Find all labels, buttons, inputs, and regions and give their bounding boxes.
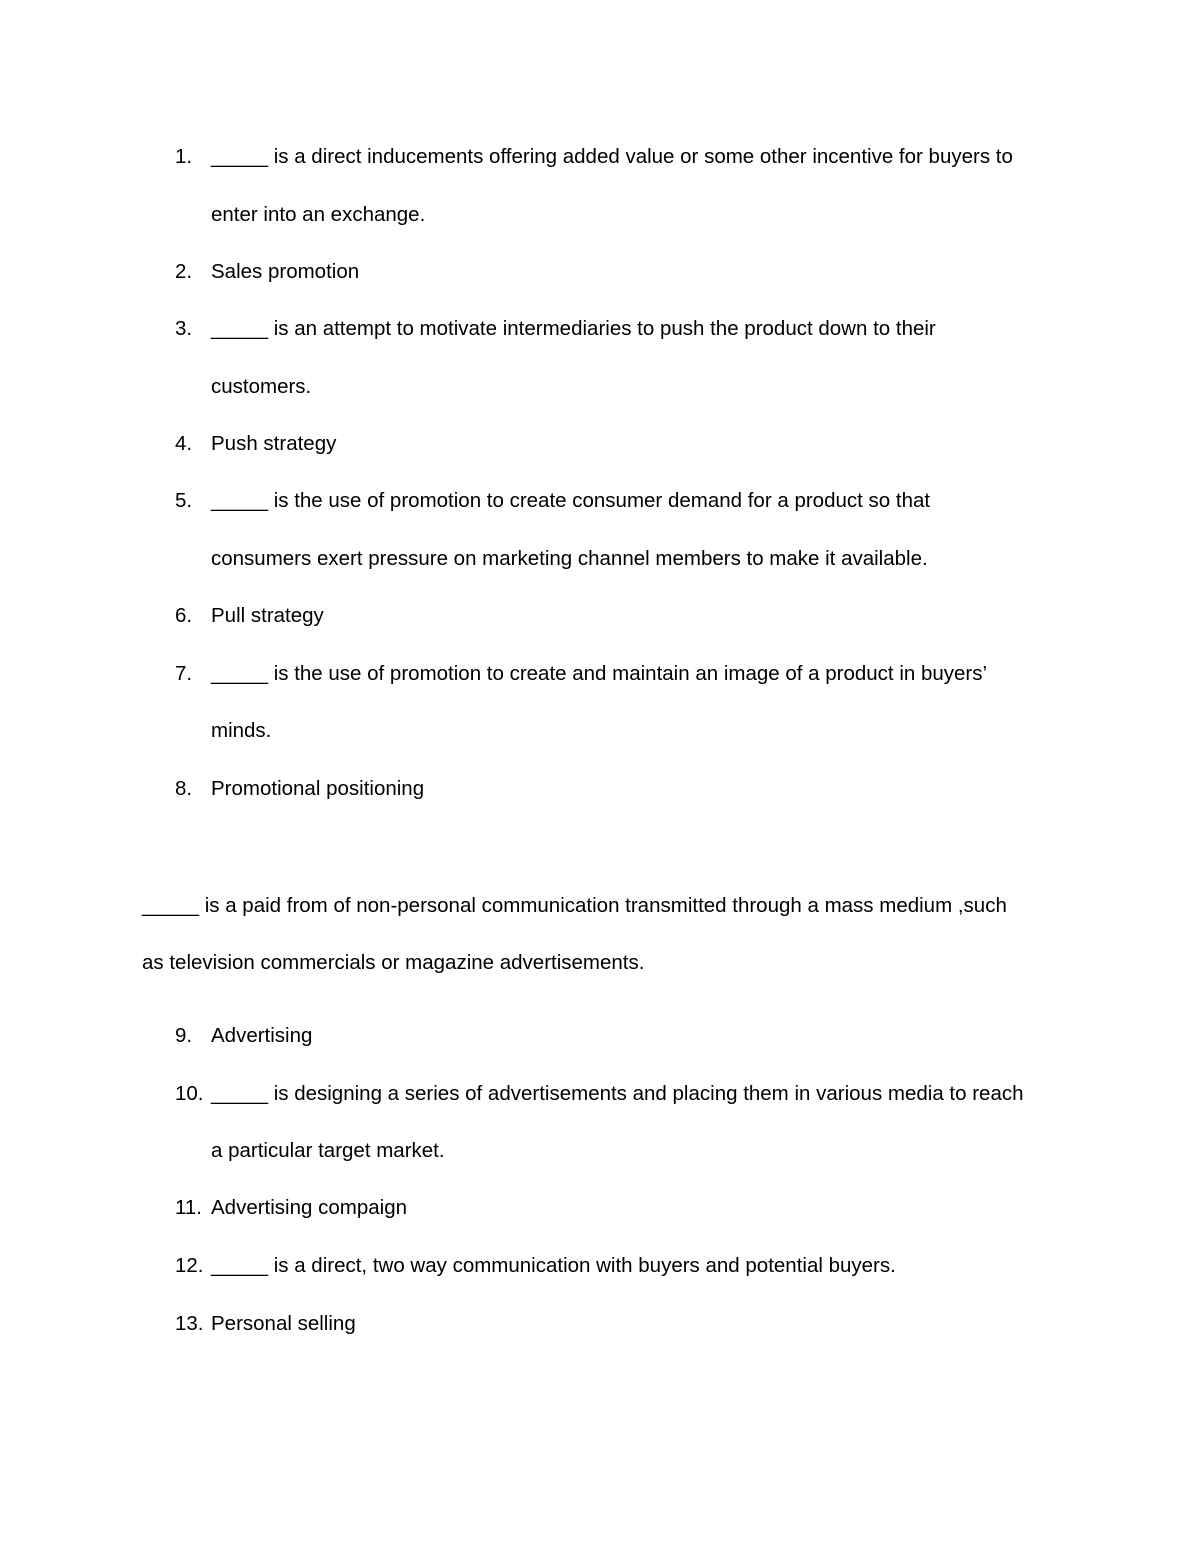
list-number: 2. (175, 260, 193, 283)
list-number: 4. (175, 432, 193, 455)
question-text: _____ is a direct, two way communication with buyers and potential buyers. (211, 1254, 896, 1277)
question-text: _____ is the use of promotion to create and maintain an image of a product in buyers’ (211, 662, 988, 685)
answer-text: Personal selling (211, 1312, 356, 1335)
question-text: _____ is the use of promotion to create consumer demand for a product so that (211, 489, 931, 512)
answer-text: Push strategy (211, 432, 337, 455)
list-number: 1. (175, 145, 193, 168)
question-text: _____ is an attempt to motivate intermediaries to push the product down to their (211, 317, 936, 340)
question-text-continuation: enter into an exchange. (211, 203, 426, 226)
question-text-continuation: a particular target market. (211, 1139, 445, 1162)
paragraph-text: _____ is a paid from of non-personal communication transmitted through a mass medium ,such (142, 894, 1007, 917)
question-text-continuation: minds. (211, 719, 272, 742)
list-number: 13. (175, 1312, 204, 1335)
list-number: 7. (175, 662, 193, 685)
list-number: 3. (175, 317, 193, 340)
list-number: 11. (175, 1196, 202, 1219)
list-number: 10. (175, 1082, 204, 1105)
list-number: 8. (175, 777, 193, 800)
answer-text: Sales promotion (211, 260, 360, 283)
answer-text: Advertising compaign (211, 1196, 407, 1219)
list-number: 9. (175, 1024, 193, 1047)
list-number: 12. (175, 1254, 204, 1277)
question-text: _____ is designing a series of advertisements and placing them in various media to reach (211, 1082, 1024, 1105)
question-text: _____ is a direct inducements offering added value or some other incentive for buyers to (211, 145, 1013, 168)
question-text-continuation: consumers exert pressure on marketing channel members to make it available. (211, 547, 928, 570)
answer-text: Promotional positioning (211, 777, 425, 800)
paragraph-text: as television commercials or magazine advertisements. (142, 951, 645, 974)
list-number: 6. (175, 604, 193, 627)
list-number: 5. (175, 489, 193, 512)
question-text-continuation: customers. (211, 375, 312, 398)
answer-text: Advertising (211, 1024, 313, 1047)
answer-text: Pull strategy (211, 604, 324, 627)
